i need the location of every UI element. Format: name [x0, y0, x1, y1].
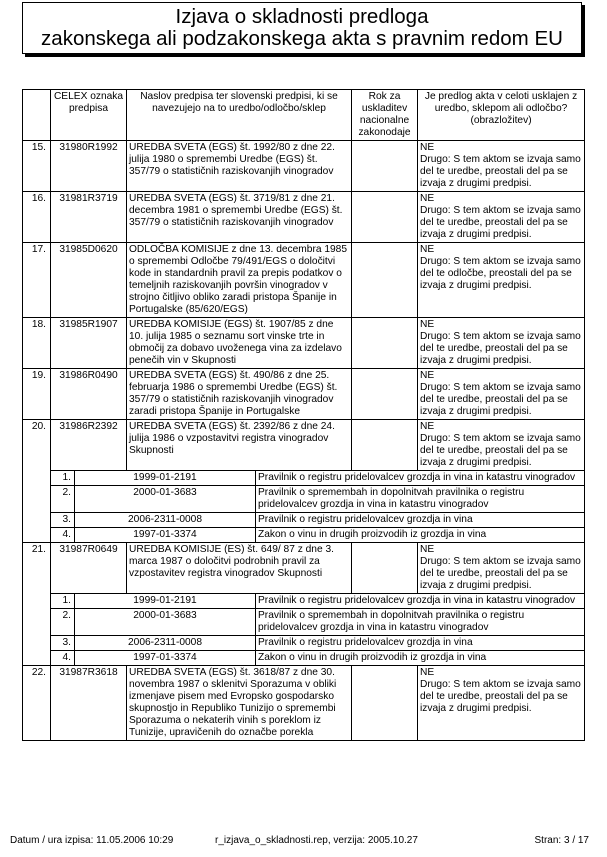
- related-regulation-row: [23, 471, 585, 486]
- related-number: 3.: [51, 513, 75, 528]
- related-code: 2000-01-3683: [75, 609, 256, 636]
- celex-code: 31987R0649: [51, 543, 127, 594]
- title-line-1: Izjava o skladnosti predloga: [175, 5, 429, 28]
- celex-code: 31980R1992: [51, 141, 127, 192]
- compliance-cell: [418, 141, 585, 192]
- related-regulation-row: [23, 513, 585, 528]
- row-number: 19.: [23, 369, 51, 420]
- regulation-title: UREDBA SVETA (EGS) št. 3719/81 z dne 21. decembra 1981 o spremembi Uredbe (EGS) št. 357/79 o statističnih raziskovanjih vinogradov: [127, 192, 352, 243]
- table-row: [23, 192, 585, 243]
- compliance-cell: [418, 369, 585, 420]
- header-rok: Rok za uskladitev nacionalne zakonodaje: [352, 90, 418, 141]
- celex-code: 31985D0620: [51, 243, 127, 318]
- related-regulation-row: [23, 528, 585, 543]
- row-number: 15.: [23, 141, 51, 192]
- table-row: [23, 141, 585, 192]
- related-title: Pravilnik o spremembah in dopolnitvah pravilnika o registru pridelovalcev grozdja in vina in katastru vinogradov: [256, 609, 585, 636]
- celex-code: 31981R3719: [51, 192, 127, 243]
- related-regulation-row: [23, 486, 585, 513]
- compliance-explanation: Drugo: S tem aktom se izvaja samo del te odločbe, preostali del pa se izvaja z drugimi predpisi.: [420, 256, 581, 291]
- compliance-cell: [418, 318, 585, 369]
- related-code: 1999-01-2191: [75, 471, 256, 486]
- related-code: 2006-2311-0008: [75, 636, 256, 651]
- related-title: Pravilnik o registru pridelovalcev grozdja in vina: [256, 636, 585, 651]
- deadline-cell: [352, 243, 418, 318]
- related-title: Pravilnik o spremembah in dopolnitvah pravilnika o registru pridelovalcev grozdja in vina in katastru vinogradov: [256, 486, 585, 513]
- compliance-explanation: Drugo: S tem aktom se izvaja samo del te uredbe, preostali del pa se izvaja z drugimi predpisi.: [420, 556, 581, 591]
- table-row: [23, 369, 585, 420]
- table-header-row: [23, 90, 585, 141]
- related-number: 1.: [51, 471, 75, 486]
- celex-code: 31987R3618: [51, 666, 127, 741]
- compliance-answer: NE: [420, 421, 435, 432]
- compliance-answer: NE: [420, 193, 435, 204]
- compliance-explanation: Drugo: S tem aktom se izvaja samo del te uredbe, preostali del pa se izvaja z drugimi predpisi.: [420, 154, 581, 189]
- header-naslov: Naslov predpisa ter slovenski predpisi, ki se navezujejo na to uredbo/odločbo/sklep: [127, 90, 352, 141]
- related-regulation-row: [23, 594, 585, 609]
- compliance-explanation: Drugo: S tem aktom se izvaja samo del te uredbe, preostali del pa se izvaja z drugimi predpisi.: [420, 331, 581, 366]
- related-title: Pravilnik o registru pridelovalcev grozdja in vina: [256, 513, 585, 528]
- regulation-title: UREDBA KOMISIJE (EGS) št. 1907/85 z dne 10. julija 1985 o seznamu sort vinske trte in območij za dobavo uvoženega vina za izdelavo penečih vin v Skupnosti: [127, 318, 352, 369]
- row-number: 18.: [23, 318, 51, 369]
- row-number: 20.: [23, 420, 51, 543]
- deadline-cell: [352, 369, 418, 420]
- regulation-title: UREDBA KOMISIJE (ES) št. 649/ 87 z dne 3. marca 1987 o določitvi podrobnih pravil za vzpostavitev registra vinogradov Skupnosti: [127, 543, 352, 594]
- related-title: Pravilnik o registru pridelovalcev grozdja in vina in katastru vinogradov: [256, 471, 585, 486]
- related-title: Zakon o vinu in drugih proizvodih iz grozdja in vina: [256, 528, 585, 543]
- title-line-2: zakonskega ali podzakonskega akta s pravnim redom EU: [41, 27, 563, 50]
- related-code: 1997-01-3374: [75, 528, 256, 543]
- footer-datum: Datum / ura izpisa: 11.05.2006 10:29: [10, 835, 174, 846]
- compliance-answer: NE: [420, 667, 435, 678]
- deadline-cell: [352, 192, 418, 243]
- related-title: Pravilnik o registru pridelovalcev grozdja in vina in katastru vinogradov: [256, 594, 585, 609]
- related-code: 2006-2311-0008: [75, 513, 256, 528]
- related-number: 4.: [51, 528, 75, 543]
- table-row: [23, 543, 585, 594]
- related-code: 2000-01-3683: [75, 486, 256, 513]
- deadline-cell: [352, 420, 418, 471]
- compliance-answer: NE: [420, 244, 435, 255]
- row-number: 21.: [23, 543, 51, 666]
- related-code: 1999-01-2191: [75, 594, 256, 609]
- regulation-title: UREDBA SVETA (EGS) št. 2392/86 z dne 24. julija 1986 o vzpostavitvi registra vinogradov Skupnosti: [127, 420, 352, 471]
- compliance-explanation: Drugo: S tem aktom se izvaja samo del te uredbe, preostali del pa se izvaja z drugimi predpisi.: [420, 205, 581, 240]
- compliance-explanation: Drugo: S tem aktom se izvaja samo del te uredbe, preostali del pa se izvaja z drugimi predpisi.: [420, 382, 581, 417]
- regulation-title: UREDBA SVETA (EGS) št. 490/86 z dne 25. februarja 1986 o spremembi Uredbe (EGS) št. 357/79 o statističnih raziskovanjih vinogradov zaradi pristopa Španije in Portugalske: [127, 369, 352, 420]
- table-row: [23, 420, 585, 471]
- header-num: [23, 90, 51, 141]
- header-celex: CELEX oznaka predpisa: [51, 90, 127, 141]
- celex-code: 31986R0490: [51, 369, 127, 420]
- related-number: 2.: [51, 486, 75, 513]
- row-number: 16.: [23, 192, 51, 243]
- compliance-answer: NE: [420, 142, 435, 153]
- regulation-title: UREDBA SVETA (EGS) št. 1992/80 z dne 22. julija 1980 o spremembi Uredbe (EGS) št. 357/79 o statističnih raziskovanjih vinogradov: [127, 141, 352, 192]
- compliance-cell: [418, 243, 585, 318]
- deadline-cell: [352, 141, 418, 192]
- footer-report: r_izjava_o_skladnosti.rep, verzija: 2005.10.27: [215, 835, 418, 846]
- row-number: 17.: [23, 243, 51, 318]
- deadline-cell: [352, 666, 418, 741]
- compliance-cell: [418, 420, 585, 471]
- related-number: 2.: [51, 609, 75, 636]
- related-number: 1.: [51, 594, 75, 609]
- related-regulation-row: [23, 609, 585, 636]
- page-title-box: [22, 2, 582, 54]
- deadline-cell: [352, 543, 418, 594]
- compliance-answer: NE: [420, 370, 435, 381]
- compliance-cell: [418, 543, 585, 594]
- related-title: Zakon o vinu in drugih proizvodih iz grozdja in vina: [256, 651, 585, 666]
- compliance-explanation: Drugo: S tem aktom se izvaja samo del te uredbe, preostali del pa se izvaja z drugimi predpisi.: [420, 433, 581, 468]
- related-number: 3.: [51, 636, 75, 651]
- compliance-table: [22, 89, 585, 741]
- deadline-cell: [352, 318, 418, 369]
- compliance-cell: [418, 666, 585, 741]
- regulation-title: ODLOČBA KOMISIJE z dne 13. decembra 1985 o spremembi Odločbe 79/491/EGS o določitvi kode in standardnih pravil za prepis podatkov o temeljnih raziskovanjih površin vinogradov v strojno čitljivo obliko zaradi pristopa Španije in Portugalske (85/620/EGS): [127, 243, 352, 318]
- table-row: [23, 318, 585, 369]
- celex-code: 31985R1907: [51, 318, 127, 369]
- compliance-cell: [418, 192, 585, 243]
- related-number: 4.: [51, 651, 75, 666]
- related-regulation-row: [23, 651, 585, 666]
- related-regulation-row: [23, 636, 585, 651]
- footer-page: Stran: 3 / 17: [534, 835, 589, 846]
- header-usklajen: Je predlog akta v celoti usklajen z uredbo, sklepom ali odločbo? (obrazložitev): [418, 90, 585, 141]
- compliance-explanation: Drugo: S tem aktom se izvaja samo del te uredbe, preostali del pa se izvaja z drugimi predpisi.: [420, 679, 581, 714]
- celex-code: 31986R2392: [51, 420, 127, 471]
- table-row: [23, 666, 585, 741]
- table-row: [23, 243, 585, 318]
- compliance-answer: NE: [420, 319, 435, 330]
- regulation-title: UREDBA SVETA (EGS) št. 3618/87 z dne 30. novembra 1987 o sklenitvi Sporazuma v obliki izmenjave pisem med Evropsko gospodarsko skupnostjo in Republiko Tunizijo o spremembi Sporazuma o nekaterih vinih s poreklom iz Tunizije, upravičenih do označbe porekla: [127, 666, 352, 741]
- related-code: 1997-01-3374: [75, 651, 256, 666]
- row-number: 22.: [23, 666, 51, 741]
- compliance-answer: NE: [420, 544, 435, 555]
